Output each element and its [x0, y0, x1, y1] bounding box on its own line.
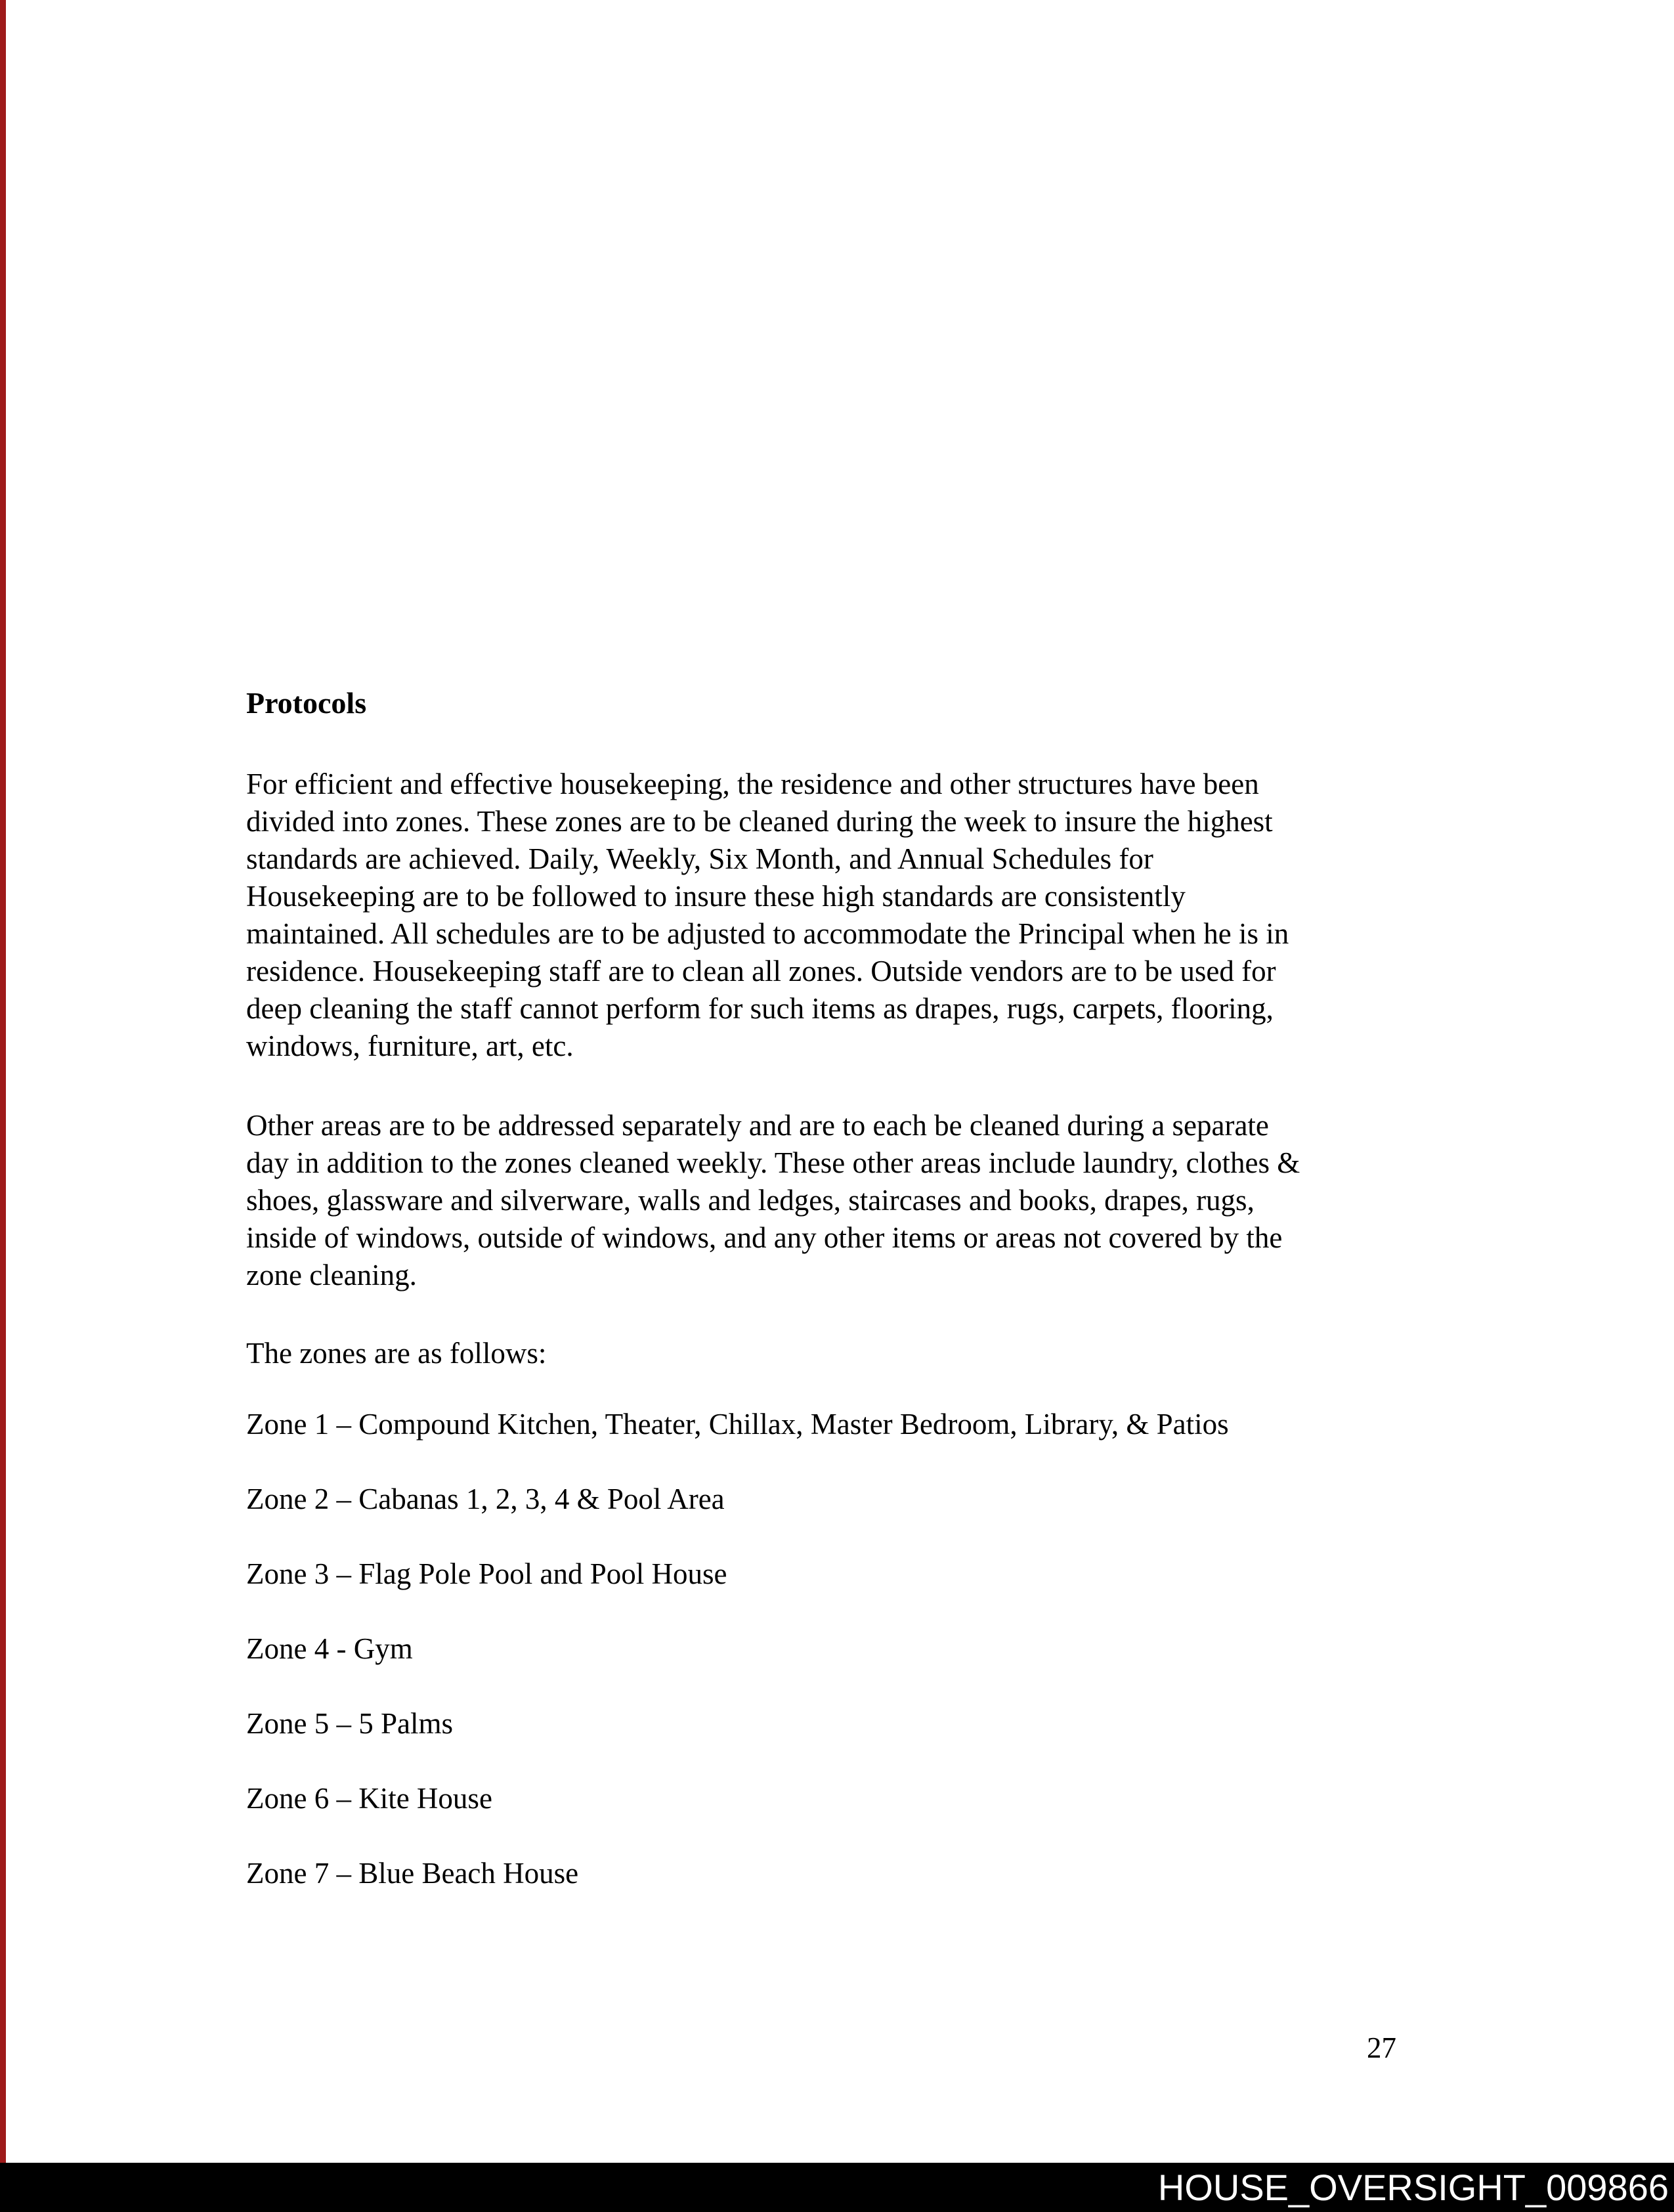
text-line: zone cleaning.	[246, 1259, 417, 1291]
text-line: For efficient and effective housekeeping, the residence and other structures have been	[246, 768, 1259, 800]
text-line: shoes, glassware and silverware, walls and ledges, staircases and books, drapes, rugs,	[246, 1184, 1255, 1217]
text-line: day in addition to the zones cleaned weekly. These other areas include laundry, clothes &	[246, 1146, 1300, 1179]
body-paragraph-2	[246, 1107, 1300, 1294]
text-line: windows, furniture, art, etc.	[246, 1030, 574, 1062]
protocols-heading: Protocols	[246, 686, 367, 720]
zone-item-6: Zone 6 – Kite House	[246, 1782, 492, 1815]
body-paragraph-1	[246, 766, 1289, 1065]
left-edge-stripe	[0, 0, 6, 2212]
text-line: deep cleaning the staff cannot perform for such items as drapes, rugs, carpets, flooring,	[246, 992, 1274, 1025]
zone-item-4: Zone 4 - Gym	[246, 1632, 413, 1665]
zone-item-1: Zone 1 – Compound Kitchen, Theater, Chillax, Master Bedroom, Library, & Patios	[246, 1408, 1229, 1441]
zones-intro-line: The zones are as follows:	[246, 1337, 547, 1370]
zone-item-3: Zone 3 – Flag Pole Pool and Pool House	[246, 1557, 727, 1590]
zone-item-7: Zone 7 – Blue Beach House	[246, 1857, 579, 1890]
text-line: Housekeeping are to be followed to insure these high standards are consistently	[246, 880, 1186, 913]
zone-item-5: Zone 5 – 5 Palms	[246, 1707, 453, 1740]
zone-item-2: Zone 2 – Cabanas 1, 2, 3, 4 & Pool Area	[246, 1483, 725, 1515]
text-line: maintained. All schedules are to be adjusted to accommodate the Principal when he is in	[246, 917, 1289, 950]
zone-list	[246, 1406, 1229, 1930]
bates-footer-bar	[0, 2163, 1674, 2212]
text-line: divided into zones. These zones are to be cleaned during the week to insure the highest	[246, 805, 1273, 838]
bates-number: HOUSE_OVERSIGHT_009866	[1157, 2167, 1669, 2208]
text-line: Other areas are to be addressed separately and are to each be cleaned during a separate	[246, 1109, 1269, 1142]
page-number: 27	[1367, 2031, 1396, 2064]
text-line: standards are achieved. Daily, Weekly, Six Month, and Annual Schedules for	[246, 842, 1153, 875]
text-line: residence. Housekeeping staff are to clean all zones. Outside vendors are to be used for	[246, 955, 1276, 987]
text-line: inside of windows, outside of windows, and any other items or areas not covered by the	[246, 1221, 1283, 1254]
